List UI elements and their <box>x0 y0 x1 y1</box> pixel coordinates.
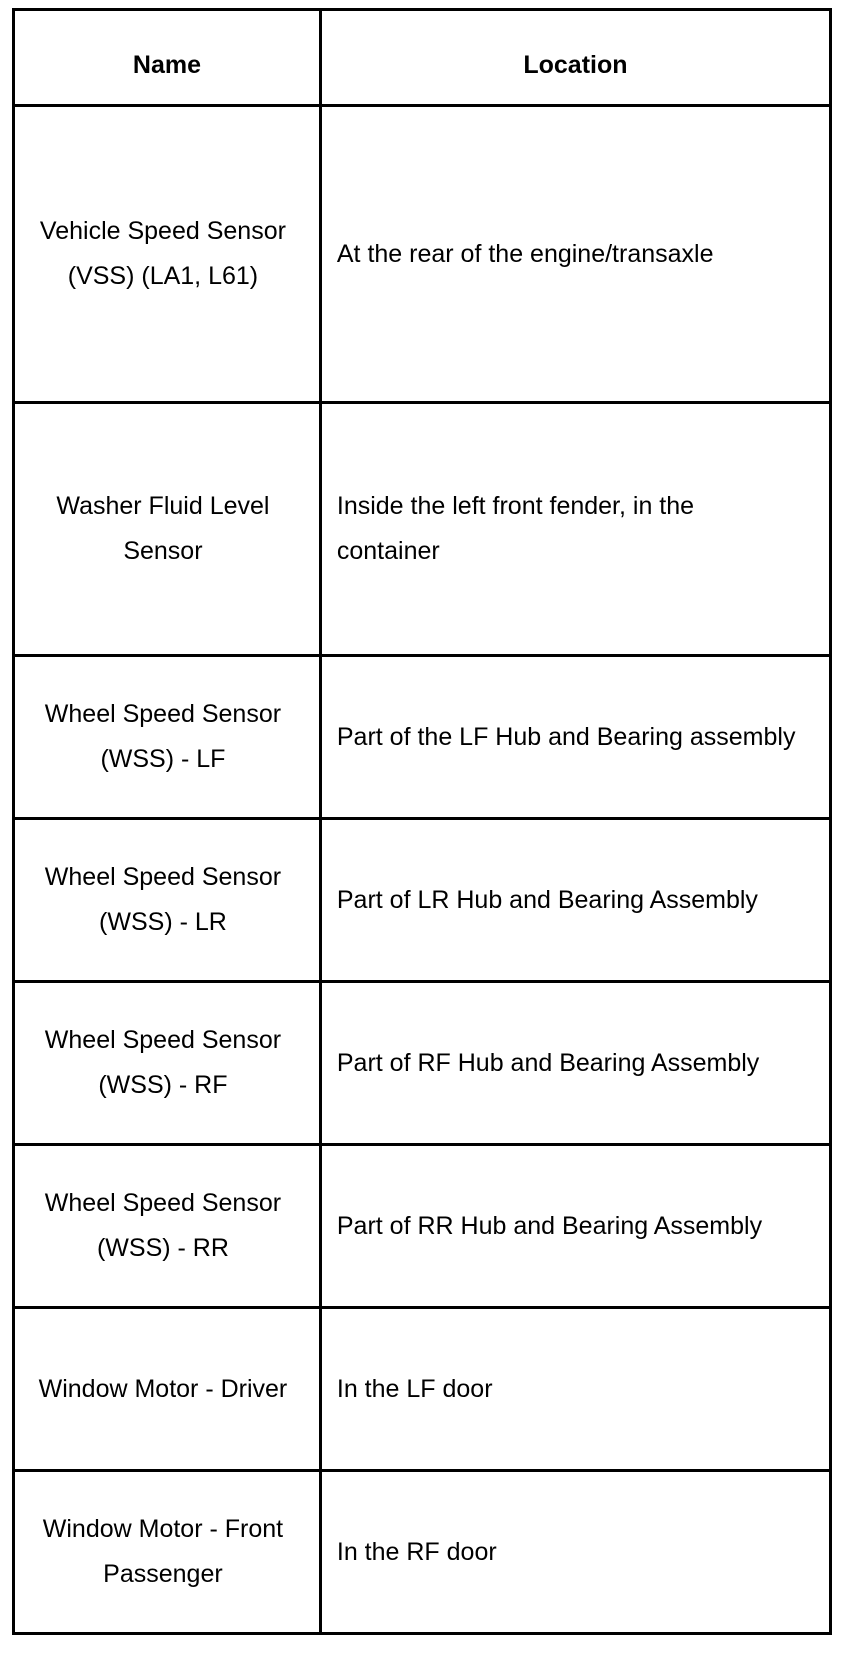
header-location: Location <box>320 10 830 106</box>
component-name: Wheel Speed Sensor (WSS) - LF <box>14 656 321 819</box>
header-name: Name <box>14 10 321 106</box>
table-row <box>14 982 831 1145</box>
table-row <box>14 1308 831 1471</box>
component-name: Window Motor - Driver <box>14 1308 321 1471</box>
component-location: At the rear of the engine/transaxle <box>320 106 830 403</box>
component-name: Wheel Speed Sensor (WSS) - RF <box>14 982 321 1145</box>
component-location: Part of the LF Hub and Bearing assembly <box>320 656 830 819</box>
component-location: Part of RF Hub and Bearing Assembly <box>320 982 830 1145</box>
header-row <box>14 10 831 106</box>
table-row <box>14 1145 831 1308</box>
component-name: Washer Fluid Level Sensor <box>14 403 321 656</box>
component-name: Vehicle Speed Sensor (VSS) (LA1, L61) <box>14 106 321 403</box>
component-location: Part of LR Hub and Bearing Assembly <box>320 819 830 982</box>
table-row <box>14 106 831 403</box>
component-name: Wheel Speed Sensor (WSS) - RR <box>14 1145 321 1308</box>
table-row <box>14 403 831 656</box>
table-row <box>14 1471 831 1634</box>
table-row <box>14 819 831 982</box>
component-location-table <box>12 8 832 1635</box>
component-location: In the LF door <box>320 1308 830 1471</box>
component-location: In the RF door <box>320 1471 830 1634</box>
component-name: Window Motor - Front Passenger <box>14 1471 321 1634</box>
component-name: Wheel Speed Sensor (WSS) - LR <box>14 819 321 982</box>
table-row <box>14 656 831 819</box>
component-location: Inside the left front fender, in the container <box>320 403 830 656</box>
component-location: Part of RR Hub and Bearing Assembly <box>320 1145 830 1308</box>
